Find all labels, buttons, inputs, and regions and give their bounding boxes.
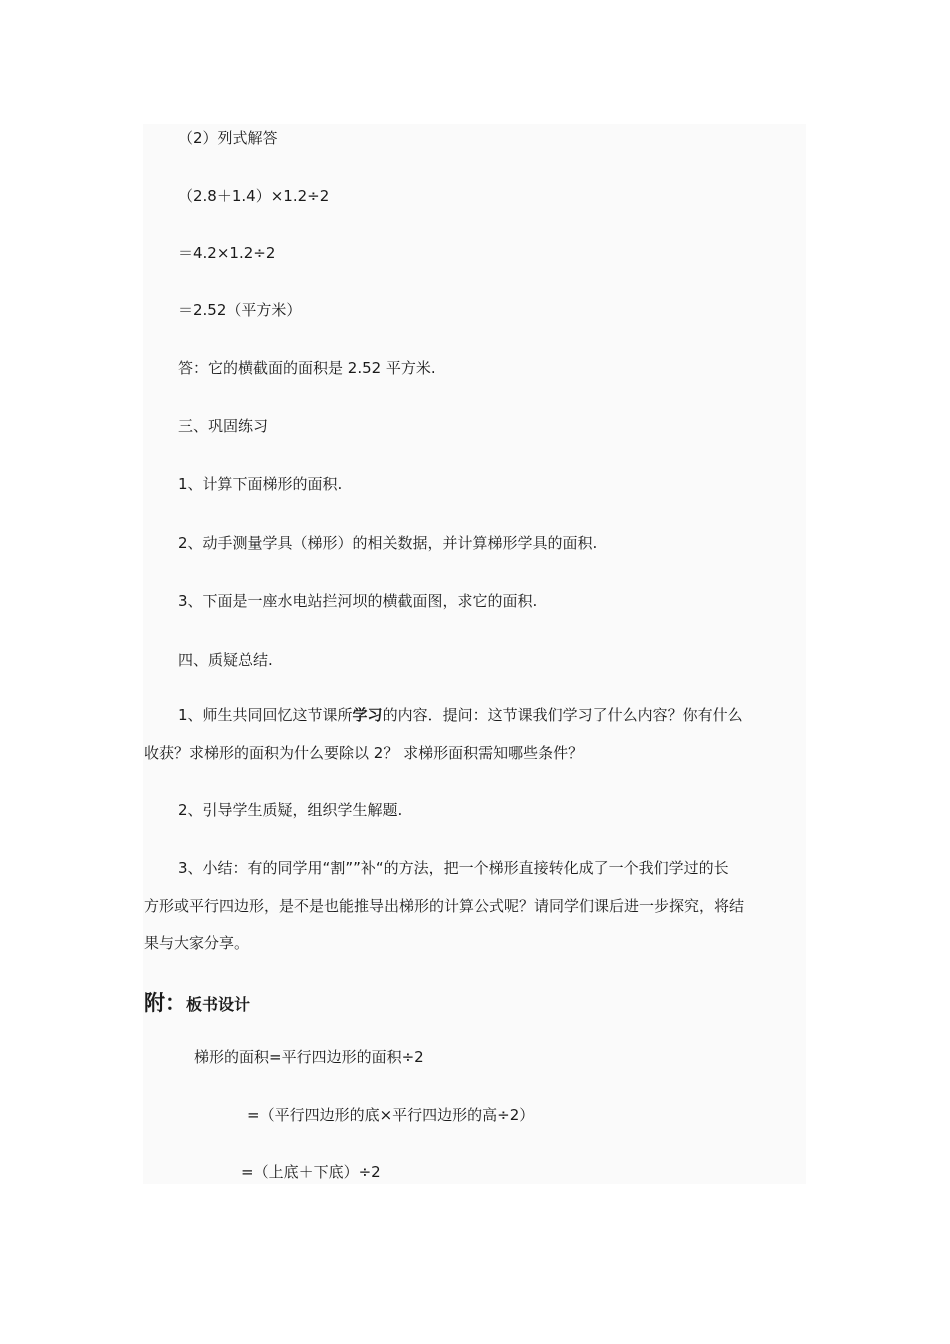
summary-1-text-a: 1、师生共同回忆这节课所 (178, 706, 353, 724)
solution-heading: （2）列式解答 (178, 129, 278, 147)
answer-text: 答：它的横截面的面积是 2.52 平方米. (178, 359, 436, 377)
summary-1-line-2: 收获？求梯形的面积为什么要除以 2？ 求梯形面积需知哪些条件？ (144, 744, 584, 762)
board-line-2: =（平行四边形的底×平行四边形的高÷2） (247, 1106, 535, 1124)
formula-step-1: （2.8＋1.4）×1.2÷2 (178, 187, 330, 205)
formula-step-3: ＝2.52（平方米） (178, 301, 302, 319)
section-4-title: 四、质疑总结. (178, 651, 273, 669)
appendix-title: 板书设计 (186, 995, 251, 1014)
summary-3-line-1: 3、小结：有的同学用“割””补“的方法，把一个梯形直接转化成了一个我们学过的长 (178, 859, 729, 877)
appendix-prefix: 附： (144, 991, 186, 1015)
summary-3-line-2: 方形或平行四边形，是不是也能推导出梯形的计算公式呢？请同学们课后进一步探究，将结 (144, 897, 745, 915)
board-line-3: =（上底＋下底）÷2 (241, 1163, 381, 1181)
board-line-1: 梯形的面积=平行四边形的面积÷2 (194, 1048, 424, 1066)
exercise-3: 3、下面是一座水电站拦河坝的横截面图，求它的面积. (178, 592, 538, 610)
exercise-1: 1、计算下面梯形的面积. (178, 475, 343, 493)
exercise-2: 2、动手测量学具（梯形）的相关数据，并计算梯形学具的面积. (178, 534, 598, 552)
appendix-heading (144, 987, 250, 1017)
summary-1-bold-word: 学习 (352, 706, 383, 724)
formula-step-2: ＝4.2×1.2÷2 (178, 244, 276, 262)
section-3-title: 三、巩固练习 (178, 417, 269, 435)
summary-1-line-1 (178, 705, 743, 725)
summary-1-text-b: 的内容．提问：这节课我们学习了什么内容？你有什么 (382, 706, 743, 724)
summary-3-line-3: 果与大家分享。 (144, 934, 250, 952)
summary-2: 2、引导学生质疑，组织学生解题. (178, 801, 403, 819)
